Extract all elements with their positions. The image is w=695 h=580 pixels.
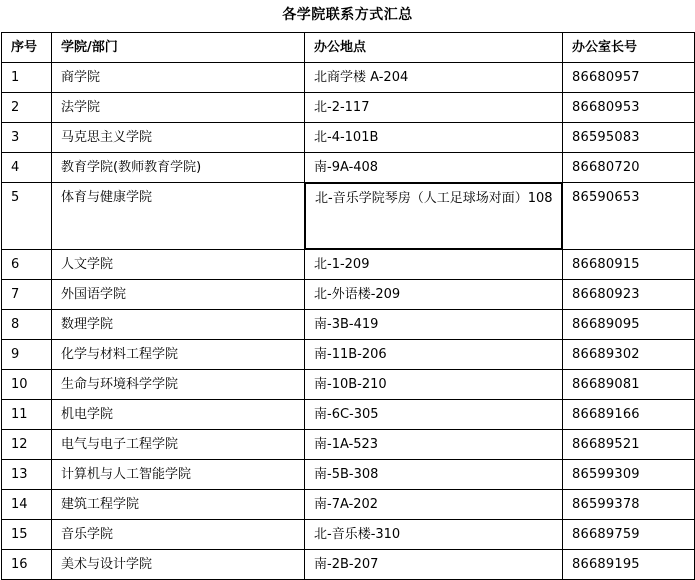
cell-department: 商学院 (52, 63, 305, 93)
cell-department: 法学院 (52, 93, 305, 123)
table-row (2, 490, 695, 520)
cell-department: 美术与设计学院 (52, 550, 305, 580)
table-row (2, 63, 695, 93)
table-row (2, 430, 695, 460)
cell-department: 电气与电子工程学院 (52, 430, 305, 460)
table-row (2, 460, 695, 490)
cell-index: 3 (2, 123, 52, 153)
cell-department: 建筑工程学院 (52, 490, 305, 520)
cell-location: 北-1-209 (305, 250, 563, 280)
cell-location: 北-2-117 (305, 93, 563, 123)
cell-phone: 86689195 (563, 550, 695, 580)
column-header-department: 学院/部门 (52, 33, 305, 63)
cell-phone: 86595083 (563, 123, 695, 153)
column-header-location: 办公地点 (305, 33, 563, 63)
cell-phone: 86689521 (563, 430, 695, 460)
cell-index: 4 (2, 153, 52, 183)
cell-department: 外国语学院 (52, 280, 305, 310)
cell-location: 南-10B-210 (305, 370, 563, 400)
table-row (2, 520, 695, 550)
cell-phone: 86599309 (563, 460, 695, 490)
cell-index: 14 (2, 490, 52, 520)
cell-department: 生命与环境科学学院 (52, 370, 305, 400)
cell-location: 南-6C-305 (305, 400, 563, 430)
cell-index: 12 (2, 430, 52, 460)
table-row (2, 370, 695, 400)
cell-phone: 86689081 (563, 370, 695, 400)
table-row (2, 123, 695, 153)
cell-department: 数理学院 (52, 310, 305, 340)
cell-location: 南-7A-202 (305, 490, 563, 520)
cell-location: 南-3B-419 (305, 310, 563, 340)
table-row (2, 250, 695, 280)
cell-department: 体育与健康学院 (52, 183, 305, 250)
cell-phone: 86680720 (563, 153, 695, 183)
table-row (2, 183, 695, 250)
cell-department: 计算机与人工智能学院 (52, 460, 305, 490)
cell-location: 南-1A-523 (305, 430, 563, 460)
cell-department: 机电学院 (52, 400, 305, 430)
cell-department: 音乐学院 (52, 520, 305, 550)
cell-phone: 86590653 (563, 183, 695, 250)
cell-index: 10 (2, 370, 52, 400)
cell-index: 16 (2, 550, 52, 580)
cell-index: 1 (2, 63, 52, 93)
cell-location: 南-2B-207 (305, 550, 563, 580)
cell-department: 化学与材料工程学院 (52, 340, 305, 370)
table-row (2, 340, 695, 370)
cell-phone: 86599378 (563, 490, 695, 520)
cell-index: 15 (2, 520, 52, 550)
cell-index: 9 (2, 340, 52, 370)
table-row (2, 93, 695, 123)
cell-department: 人文学院 (52, 250, 305, 280)
table-header-row (2, 33, 695, 63)
contact-table (1, 32, 695, 580)
cell-index: 8 (2, 310, 52, 340)
table-row (2, 153, 695, 183)
cell-index: 2 (2, 93, 52, 123)
cell-location: 北-4-101B (305, 123, 563, 153)
cell-location: 南-11B-206 (305, 340, 563, 370)
cell-department: 教育学院(教师教育学院) (52, 153, 305, 183)
cell-phone: 86689166 (563, 400, 695, 430)
table-row (2, 400, 695, 430)
cell-phone: 86680915 (563, 250, 695, 280)
cell-phone: 86680957 (563, 63, 695, 93)
cell-index: 6 (2, 250, 52, 280)
cell-location: 南-5B-308 (305, 460, 563, 490)
cell-department: 马克思主义学院 (52, 123, 305, 153)
cell-index: 7 (2, 280, 52, 310)
cell-phone: 86680923 (563, 280, 695, 310)
cell-location: 北-外语楼-209 (305, 280, 563, 310)
cell-location: 南-9A-408 (305, 153, 563, 183)
cell-phone: 86689302 (563, 340, 695, 370)
column-header-phone: 办公室长号 (563, 33, 695, 63)
cell-location: 北-音乐楼-310 (305, 520, 563, 550)
table-row (2, 550, 695, 580)
cell-phone: 86680953 (563, 93, 695, 123)
cell-location: 北商学楼 A-204 (305, 63, 563, 93)
cell-index: 13 (2, 460, 52, 490)
table-row (2, 310, 695, 340)
page-title: 各学院联系方式汇总 (282, 7, 413, 23)
cell-index: 5 (2, 183, 52, 250)
cell-phone: 86689095 (563, 310, 695, 340)
cell-location: 北-音乐学院琴房（人工足球场对面）108 (305, 183, 562, 249)
column-header-index: 序号 (2, 33, 52, 63)
cell-index: 11 (2, 400, 52, 430)
cell-phone: 86689759 (563, 520, 695, 550)
table-row (2, 280, 695, 310)
